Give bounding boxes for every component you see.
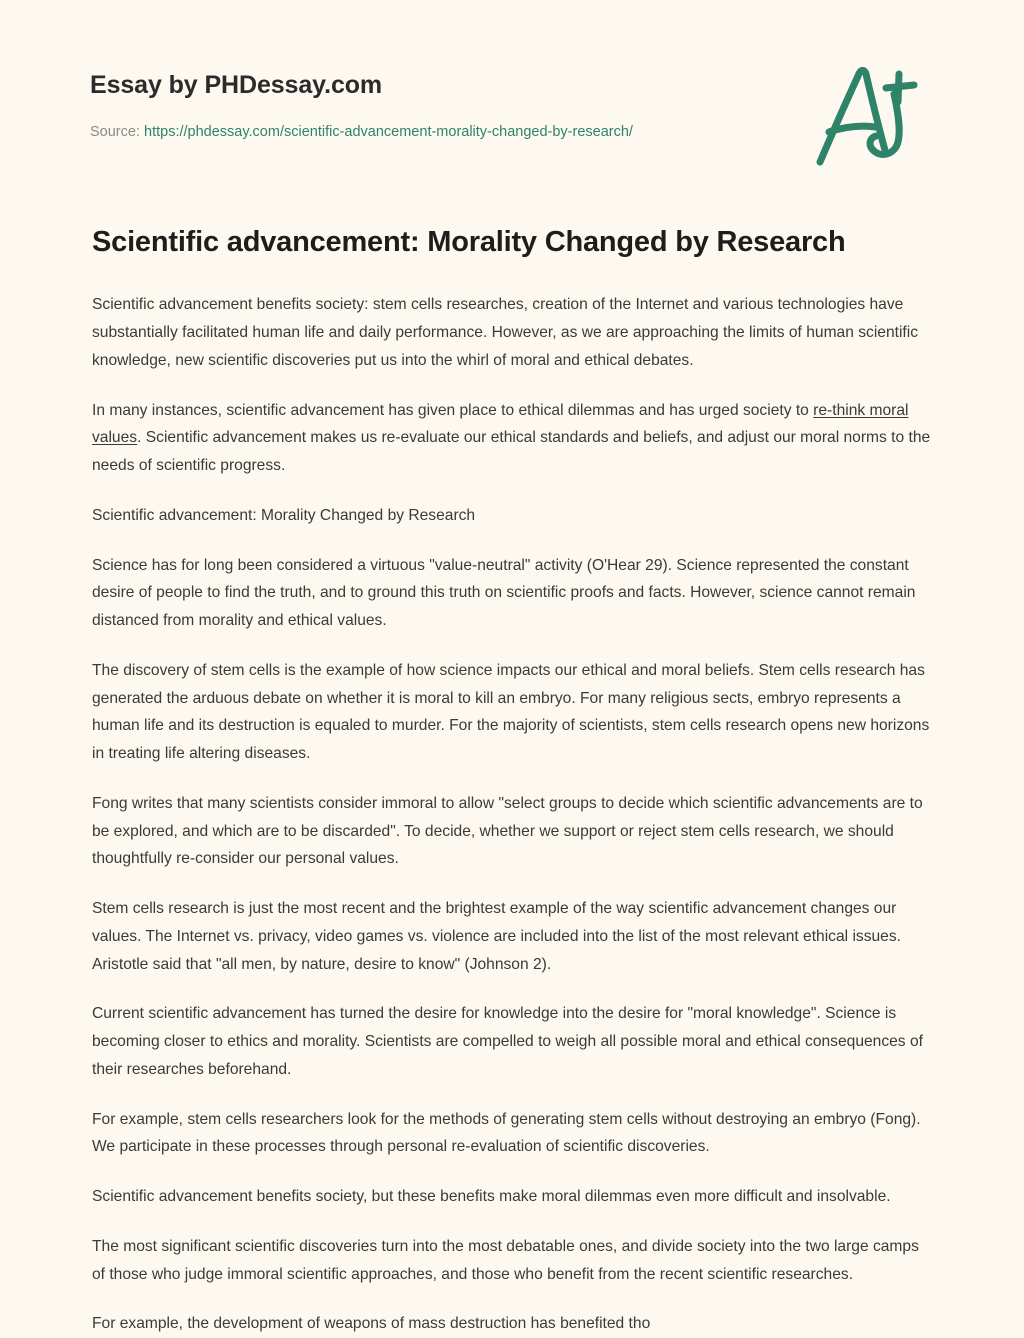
brand-title: Essay by PHDessay.com — [90, 71, 383, 99]
paragraph-2 — [92, 397, 932, 480]
paragraph-6: Fong writes that many scientists consider immoral to allow "select groups to decide which scientific advancements are to be explored, and which are to be discarded". To decide, whether we support or reject stem cells research, we should thoughtfully re-consider our personal values. — [92, 794, 923, 868]
source-line — [90, 123, 633, 142]
page-title: Scientific advancement: Morality Changed by Research — [92, 226, 846, 258]
paragraph-7: Stem cells research is just the most recent and the brightest example of the way scientific advancement changes our values. The Internet vs. privacy, video games vs. violence are included into the list of the most relevant ethical issues. Aristotle said that "all men, by nature, desire to know" (Johnson 2). — [92, 900, 901, 973]
paragraph-11: The most significant scientific discoveries turn into the most debatable ones, and divide society into the two large camps of those who judge immoral scientific approaches, and those who benefit from the recent scientific researches. — [92, 1237, 919, 1283]
header-left — [90, 70, 633, 142]
paragraph-2-before-link: In many instances, scientific advancement has given place to ethical dilemmas and has urged society to — [92, 401, 814, 419]
a-plus-logo-icon — [806, 58, 926, 168]
rethink-moral-values-link[interactable]: re-think moral values — [92, 401, 909, 447]
paragraph-1: Scientific advancement benefits society: stem cells researches, creation of the Internet and various technologies have substantially facilitated human life and daily performance. However, as we are approaching the limits of human scientific knowledge, new scientific discoveries put us into the whirl of moral and ethical debates. — [92, 296, 919, 369]
article-body — [0, 224, 1024, 1338]
paragraph-2-after-link: . Scientific advancement makes us re-evaluate our ethical standards and beliefs, and adjust our moral norms to the needs of scientific progress. — [92, 429, 931, 474]
paragraph-10: Scientific advancement benefits society, but these benefits make moral dilemmas even more difficult and insolvable. — [92, 1188, 891, 1205]
source-url-link[interactable]: https://phdessay.com/scientific-advancement-morality-changed-by-research/ — [144, 124, 633, 140]
paragraph-3: Scientific advancement: Morality Changed by Research — [92, 506, 476, 524]
paragraph-5: The discovery of stem cells is the example of how science impacts our ethical and moral beliefs. Stem cells research has generated the arduous debate on whether it is moral to kill an embryo. For many religious sects, embryo represents a human life and its destruction is equaled to murder. For the majority of scientists, stem cells research opens new horizons in treating life altering diseases. — [92, 661, 930, 762]
source-label: Source: — [90, 124, 140, 140]
paragraph-4: Science has for long been considered a virtuous "value-neutral" activity (O'Hear 29). Science represented the constant desire of people to find the truth, and to ground this truth on scientific proofs and facts. However, science cannot remain distanced from morality and ethical values. — [92, 556, 916, 629]
paragraph-12-truncated: For example, the development of weapons of mass destruction has benefited tho — [92, 1315, 651, 1333]
paragraph-8: Current scientific advancement has turned the desire for knowledge into the desire for "moral knowledge". Science is becoming closer to ethics and morality. Scientists are compelled to weigh all possible moral and ethical consequences of their researches beforehand. — [92, 1005, 923, 1078]
paragraph-9: For example, stem cells researchers look for the methods of generating stem cells without destroying an embryo (Fong). We participate in these processes through personal re-evaluation of scientific discoveries. — [92, 1110, 921, 1156]
site-header — [0, 0, 1024, 168]
